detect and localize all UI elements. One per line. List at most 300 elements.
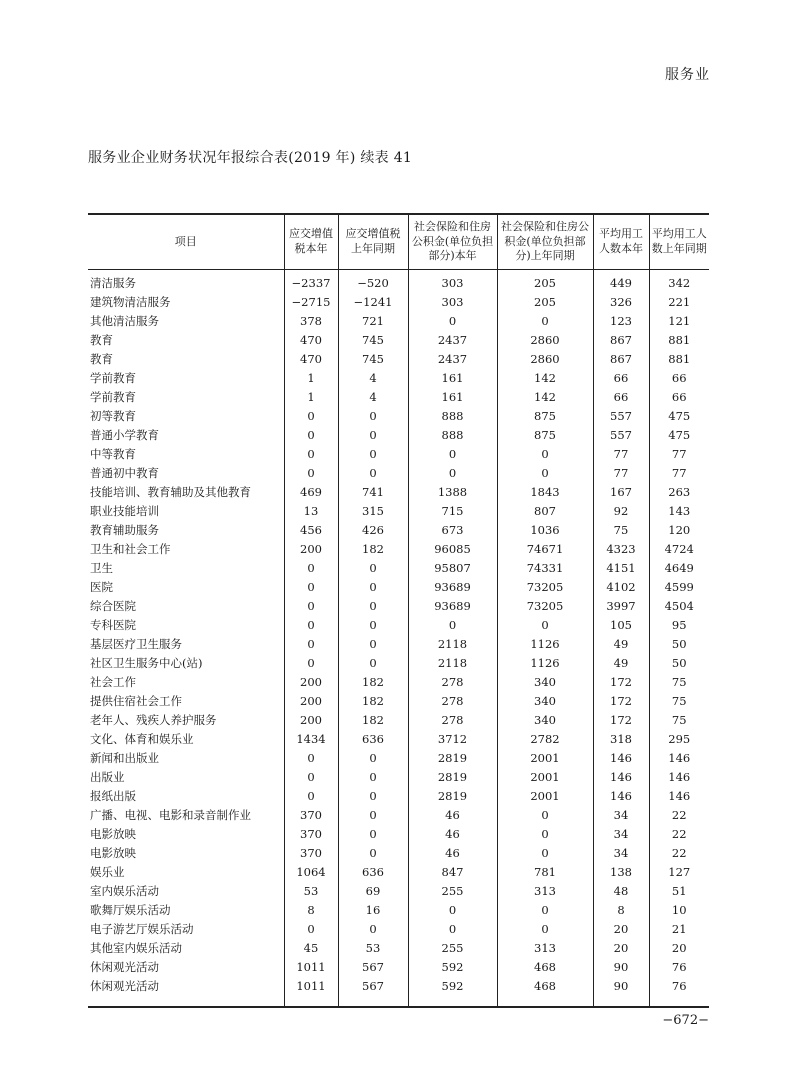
table-cell: 0 [338, 787, 408, 806]
row-label: 普通小学教育 [90, 427, 159, 442]
table-cell: 745 [338, 331, 408, 350]
table-cell: 0 [284, 426, 338, 445]
table-cell: 75 [649, 711, 709, 730]
table-cell: 93689 [408, 578, 497, 597]
table-cell: 847 [408, 863, 497, 882]
table-row [88, 426, 709, 445]
table-row [88, 578, 709, 597]
table-cell: 741 [338, 483, 408, 502]
table-cell: 200 [284, 711, 338, 730]
table-cell: 34 [593, 844, 649, 863]
row-label: 中等教育 [90, 446, 136, 461]
table-body [88, 269, 709, 1007]
table-cell: 200 [284, 692, 338, 711]
table-cell: 53 [284, 882, 338, 901]
table-cell: 66 [593, 388, 649, 407]
column-header-employees-previous: 平均用工人数上年同期 [649, 214, 709, 269]
table-cell: 95 [649, 616, 709, 635]
table-row [88, 863, 709, 882]
table-cell: 46 [408, 825, 497, 844]
table-cell: 1011 [284, 977, 338, 1007]
table-row [88, 388, 709, 407]
table-cell: 10 [649, 901, 709, 920]
table-cell: 0 [338, 464, 408, 483]
table-row [88, 597, 709, 616]
table-cell: 172 [593, 673, 649, 692]
table-cell: 0 [338, 825, 408, 844]
table-cell: 50 [649, 654, 709, 673]
table-row [88, 939, 709, 958]
table-cell: 20 [593, 920, 649, 939]
table-row [88, 312, 709, 331]
table-cell: 1 [284, 369, 338, 388]
column-header-vat-current: 应交增值税本年 [284, 214, 338, 269]
table-cell: 470 [284, 350, 338, 369]
table-cell: 2118 [408, 635, 497, 654]
table-cell: 313 [497, 882, 593, 901]
table-cell: 1126 [497, 654, 593, 673]
table-cell: 255 [408, 882, 497, 901]
table-row [88, 882, 709, 901]
table-cell: 340 [497, 692, 593, 711]
table-cell: 0 [284, 616, 338, 635]
table-cell: 340 [497, 673, 593, 692]
table-cell: 0 [338, 920, 408, 939]
column-header-social-insurance-previous: 社会保险和住房公积金(单位负担部分)上年同期 [497, 214, 593, 269]
table-cell: 142 [497, 369, 593, 388]
table-cell: 22 [649, 806, 709, 825]
table-row [88, 749, 709, 768]
table-cell: 49 [593, 654, 649, 673]
table-cell: 182 [338, 540, 408, 559]
table-cell: 161 [408, 388, 497, 407]
row-label: 学前教育 [90, 389, 136, 404]
table-cell: 0 [338, 445, 408, 464]
row-label: 社会工作 [90, 674, 136, 689]
table-row [88, 977, 709, 1007]
table-cell: 8 [593, 901, 649, 920]
table-cell: 807 [497, 502, 593, 521]
column-header-item: 项目 [88, 214, 284, 269]
table-cell: 0 [284, 768, 338, 787]
table-cell: 0 [497, 901, 593, 920]
table-cell: 77 [649, 445, 709, 464]
table-cell: 0 [338, 806, 408, 825]
table-cell: 146 [593, 768, 649, 787]
table-row [88, 711, 709, 730]
table-cell: 888 [408, 407, 497, 426]
table-cell: 0 [284, 407, 338, 426]
table-cell: 143 [649, 502, 709, 521]
table-cell: 182 [338, 673, 408, 692]
table-cell: 121 [649, 312, 709, 331]
row-label: 其他清洁服务 [90, 313, 159, 328]
table-cell: 105 [593, 616, 649, 635]
table-cell: 0 [497, 920, 593, 939]
table-cell: 0 [284, 920, 338, 939]
row-label: 电子游艺厅娱乐活动 [90, 921, 194, 936]
row-label: 电影放映 [90, 826, 136, 841]
table-cell: 4724 [649, 540, 709, 559]
table-cell: 449 [593, 269, 649, 293]
row-label: 教育 [90, 332, 113, 347]
table-cell: 255 [408, 939, 497, 958]
table-cell: 142 [497, 388, 593, 407]
table-cell: 468 [497, 958, 593, 977]
table-cell: 75 [649, 673, 709, 692]
row-label: 基层医疗卫生服务 [90, 636, 182, 651]
table-cell: 721 [338, 312, 408, 331]
table-cell: 146 [593, 787, 649, 806]
table-cell: 0 [338, 559, 408, 578]
table-cell: 73205 [497, 597, 593, 616]
table-cell: 0 [284, 635, 338, 654]
table-cell: 22 [649, 844, 709, 863]
table-cell: 0 [408, 464, 497, 483]
table-row [88, 540, 709, 559]
table-row [88, 269, 709, 293]
table-cell: 745 [338, 350, 408, 369]
table-cell: 715 [408, 502, 497, 521]
table-cell: 278 [408, 711, 497, 730]
row-label: 卫生和社会工作 [90, 541, 171, 556]
table-cell: 0 [408, 901, 497, 920]
table-row [88, 901, 709, 920]
table-cell: 21 [649, 920, 709, 939]
table-cell: 146 [649, 749, 709, 768]
row-label: 教育辅助服务 [90, 522, 159, 537]
table-cell: 4 [338, 369, 408, 388]
table-row [88, 293, 709, 312]
table-cell: 51 [649, 882, 709, 901]
table-cell: 0 [408, 445, 497, 464]
table-cell: 0 [497, 464, 593, 483]
table-cell: 48 [593, 882, 649, 901]
table-cell: 313 [497, 939, 593, 958]
table-cell: 167 [593, 483, 649, 502]
table-cell: 592 [408, 977, 497, 1007]
table-cell: −2337 [284, 269, 338, 293]
table-cell: 342 [649, 269, 709, 293]
table-cell: 0 [284, 464, 338, 483]
row-label: 卫生 [90, 560, 113, 575]
row-label: 职业技能培训 [90, 503, 159, 518]
table-cell: 468 [497, 977, 593, 1007]
table-cell: 146 [649, 787, 709, 806]
row-label: 学前教育 [90, 370, 136, 385]
table-cell: 127 [649, 863, 709, 882]
table-cell: 0 [497, 825, 593, 844]
table-row [88, 920, 709, 939]
table-cell: 1036 [497, 521, 593, 540]
table-cell: 303 [408, 293, 497, 312]
table-cell: −1241 [338, 293, 408, 312]
table-cell: 16 [338, 901, 408, 920]
row-label: 其他室内娱乐活动 [90, 940, 182, 955]
table-cell: 95807 [408, 559, 497, 578]
table-cell: 0 [284, 445, 338, 464]
table-cell: 0 [284, 597, 338, 616]
table-cell: 278 [408, 673, 497, 692]
table-row [88, 369, 709, 388]
table-cell: 0 [284, 559, 338, 578]
row-label: 新闻和出版业 [90, 750, 159, 765]
table-cell: 781 [497, 863, 593, 882]
table-cell: 34 [593, 825, 649, 844]
table-cell: 278 [408, 692, 497, 711]
row-label: 老年人、残疾人养护服务 [90, 712, 217, 727]
row-label: 普通初中教育 [90, 465, 159, 480]
table-cell: 49 [593, 635, 649, 654]
table-cell: 76 [649, 958, 709, 977]
table-row [88, 559, 709, 578]
table-cell: 0 [338, 749, 408, 768]
table-cell: 867 [593, 331, 649, 350]
table-row [88, 806, 709, 825]
table-row [88, 521, 709, 540]
table-cell: 182 [338, 692, 408, 711]
table-cell: 4599 [649, 578, 709, 597]
table-cell: 0 [284, 749, 338, 768]
table-row [88, 730, 709, 749]
table-cell: 426 [338, 521, 408, 540]
table-cell: 2782 [497, 730, 593, 749]
column-header-social-insurance-current: 社会保险和住房公积金(单位负担部分)本年 [408, 214, 497, 269]
table-row [88, 844, 709, 863]
table-row [88, 673, 709, 692]
table-cell: 370 [284, 844, 338, 863]
table-cell: 0 [408, 312, 497, 331]
table-cell: 2437 [408, 350, 497, 369]
table-cell: 2437 [408, 331, 497, 350]
table-cell: 0 [497, 445, 593, 464]
table-row [88, 768, 709, 787]
table-cell: 0 [338, 768, 408, 787]
table-cell: 315 [338, 502, 408, 521]
table-cell: 318 [593, 730, 649, 749]
table-cell: 2118 [408, 654, 497, 673]
table-cell: 73205 [497, 578, 593, 597]
row-label: 社区卫生服务中心(站) [90, 655, 203, 670]
table-row [88, 787, 709, 806]
row-label: 教育 [90, 351, 113, 366]
table-cell: 1 [284, 388, 338, 407]
row-label: 提供住宿社会工作 [90, 693, 182, 708]
table-row [88, 331, 709, 350]
row-label: 清洁服务 [90, 275, 136, 290]
table-cell: 470 [284, 331, 338, 350]
column-header-employees-current: 平均用工人数本年 [593, 214, 649, 269]
table-cell: 50 [649, 635, 709, 654]
table-cell: 557 [593, 426, 649, 445]
table-cell: 123 [593, 312, 649, 331]
table-cell: 0 [408, 616, 497, 635]
table-cell: 69 [338, 882, 408, 901]
table-cell: 2001 [497, 749, 593, 768]
table-cell: 0 [338, 426, 408, 445]
table-cell: 120 [649, 521, 709, 540]
table-cell: 1064 [284, 863, 338, 882]
table-row [88, 958, 709, 977]
table-cell: 326 [593, 293, 649, 312]
table-row [88, 445, 709, 464]
table-cell: 303 [408, 269, 497, 293]
row-label: 出版业 [90, 769, 125, 784]
table-cell: 46 [408, 806, 497, 825]
table-cell: 0 [338, 635, 408, 654]
row-label: 医院 [90, 579, 113, 594]
table-cell: 205 [497, 269, 593, 293]
table-cell: 4504 [649, 597, 709, 616]
table-cell: 557 [593, 407, 649, 426]
table-cell: 0 [284, 787, 338, 806]
table-cell: 172 [593, 711, 649, 730]
page-number: −672− [662, 1013, 709, 1028]
table-cell: 370 [284, 806, 338, 825]
table-row [88, 825, 709, 844]
table-cell: 53 [338, 939, 408, 958]
row-label: 室内娱乐活动 [90, 883, 159, 898]
table-cell: 1843 [497, 483, 593, 502]
table-cell: 34 [593, 806, 649, 825]
row-label: 专科医院 [90, 617, 136, 632]
table-cell: 205 [497, 293, 593, 312]
table-cell: 370 [284, 825, 338, 844]
table-cell: 875 [497, 426, 593, 445]
row-label: 文化、体育和娱乐业 [90, 731, 194, 746]
table-cell: 2860 [497, 331, 593, 350]
row-label: 广播、电视、电影和录音制作业 [90, 807, 251, 822]
table-cell: −2715 [284, 293, 338, 312]
table-cell: 263 [649, 483, 709, 502]
table-cell: 2819 [408, 749, 497, 768]
table-row [88, 464, 709, 483]
table-cell: 221 [649, 293, 709, 312]
table-row [88, 350, 709, 369]
table-cell: 74331 [497, 559, 593, 578]
table-cell: 2001 [497, 787, 593, 806]
table-cell: 0 [497, 806, 593, 825]
table-cell: 200 [284, 540, 338, 559]
table-cell: 673 [408, 521, 497, 540]
table-row [88, 483, 709, 502]
table-cell: 0 [338, 578, 408, 597]
table-cell: 456 [284, 521, 338, 540]
table-cell: 2819 [408, 768, 497, 787]
table-cell: 20 [649, 939, 709, 958]
column-header-vat-previous: 应交增值税上年同期 [338, 214, 408, 269]
table-cell: 66 [649, 369, 709, 388]
row-label: 技能培训、教育辅助及其他教育 [90, 484, 251, 499]
table-cell: 161 [408, 369, 497, 388]
table-cell: 295 [649, 730, 709, 749]
table-cell: 2819 [408, 787, 497, 806]
table-cell: 1388 [408, 483, 497, 502]
table-cell: −520 [338, 269, 408, 293]
table-cell: 378 [284, 312, 338, 331]
section-label: 服务业 [665, 67, 710, 83]
table-cell: 0 [284, 578, 338, 597]
table-cell: 1126 [497, 635, 593, 654]
table-cell: 469 [284, 483, 338, 502]
table-cell: 0 [338, 597, 408, 616]
table-cell: 1011 [284, 958, 338, 977]
table-cell: 76 [649, 977, 709, 1007]
table-cell: 475 [649, 407, 709, 426]
table-cell: 0 [497, 312, 593, 331]
row-label: 歌舞厅娱乐活动 [90, 902, 171, 917]
table-cell: 567 [338, 977, 408, 1007]
table-cell: 138 [593, 863, 649, 882]
table-cell: 1434 [284, 730, 338, 749]
table-cell: 146 [593, 749, 649, 768]
table-cell: 8 [284, 901, 338, 920]
table-row [88, 635, 709, 654]
table-cell: 146 [649, 768, 709, 787]
table-cell: 66 [649, 388, 709, 407]
table-cell: 182 [338, 711, 408, 730]
table-cell: 22 [649, 825, 709, 844]
table-cell: 46 [408, 844, 497, 863]
row-label: 报纸出版 [90, 788, 136, 803]
table-cell: 93689 [408, 597, 497, 616]
table-cell: 2860 [497, 350, 593, 369]
table-cell: 74671 [497, 540, 593, 559]
row-label: 综合医院 [90, 598, 136, 613]
row-label: 初等教育 [90, 408, 136, 423]
table-cell: 2001 [497, 768, 593, 787]
table-cell: 567 [338, 958, 408, 977]
table-cell: 75 [593, 521, 649, 540]
table-cell: 4102 [593, 578, 649, 597]
row-label: 休闲观光活动 [88, 977, 284, 1007]
table-cell: 3997 [593, 597, 649, 616]
table-cell: 13 [284, 502, 338, 521]
table-cell: 77 [593, 464, 649, 483]
table-cell: 0 [338, 844, 408, 863]
table-cell: 77 [649, 464, 709, 483]
table-cell: 875 [497, 407, 593, 426]
table-header-row [88, 214, 709, 269]
table-cell: 340 [497, 711, 593, 730]
table-cell: 45 [284, 939, 338, 958]
table-cell: 0 [338, 407, 408, 426]
table-row [88, 502, 709, 521]
table-cell: 77 [593, 445, 649, 464]
table-cell: 3712 [408, 730, 497, 749]
financial-table [88, 213, 709, 1008]
table-cell: 96085 [408, 540, 497, 559]
table-cell: 0 [338, 616, 408, 635]
row-label: 建筑物清洁服务 [90, 294, 171, 309]
table-cell: 867 [593, 350, 649, 369]
row-label: 休闲观光活动 [90, 959, 159, 974]
table-cell: 888 [408, 426, 497, 445]
table-cell: 200 [284, 673, 338, 692]
table-cell: 4 [338, 388, 408, 407]
table-cell: 475 [649, 426, 709, 445]
table-cell: 4151 [593, 559, 649, 578]
table-cell: 90 [593, 958, 649, 977]
table-cell: 0 [497, 616, 593, 635]
table-cell: 75 [649, 692, 709, 711]
financial-table-wrapper [88, 213, 709, 1008]
table-cell: 66 [593, 369, 649, 388]
table-row [88, 654, 709, 673]
table-cell: 0 [338, 654, 408, 673]
table-cell: 90 [593, 977, 649, 1007]
table-cell: 4649 [649, 559, 709, 578]
